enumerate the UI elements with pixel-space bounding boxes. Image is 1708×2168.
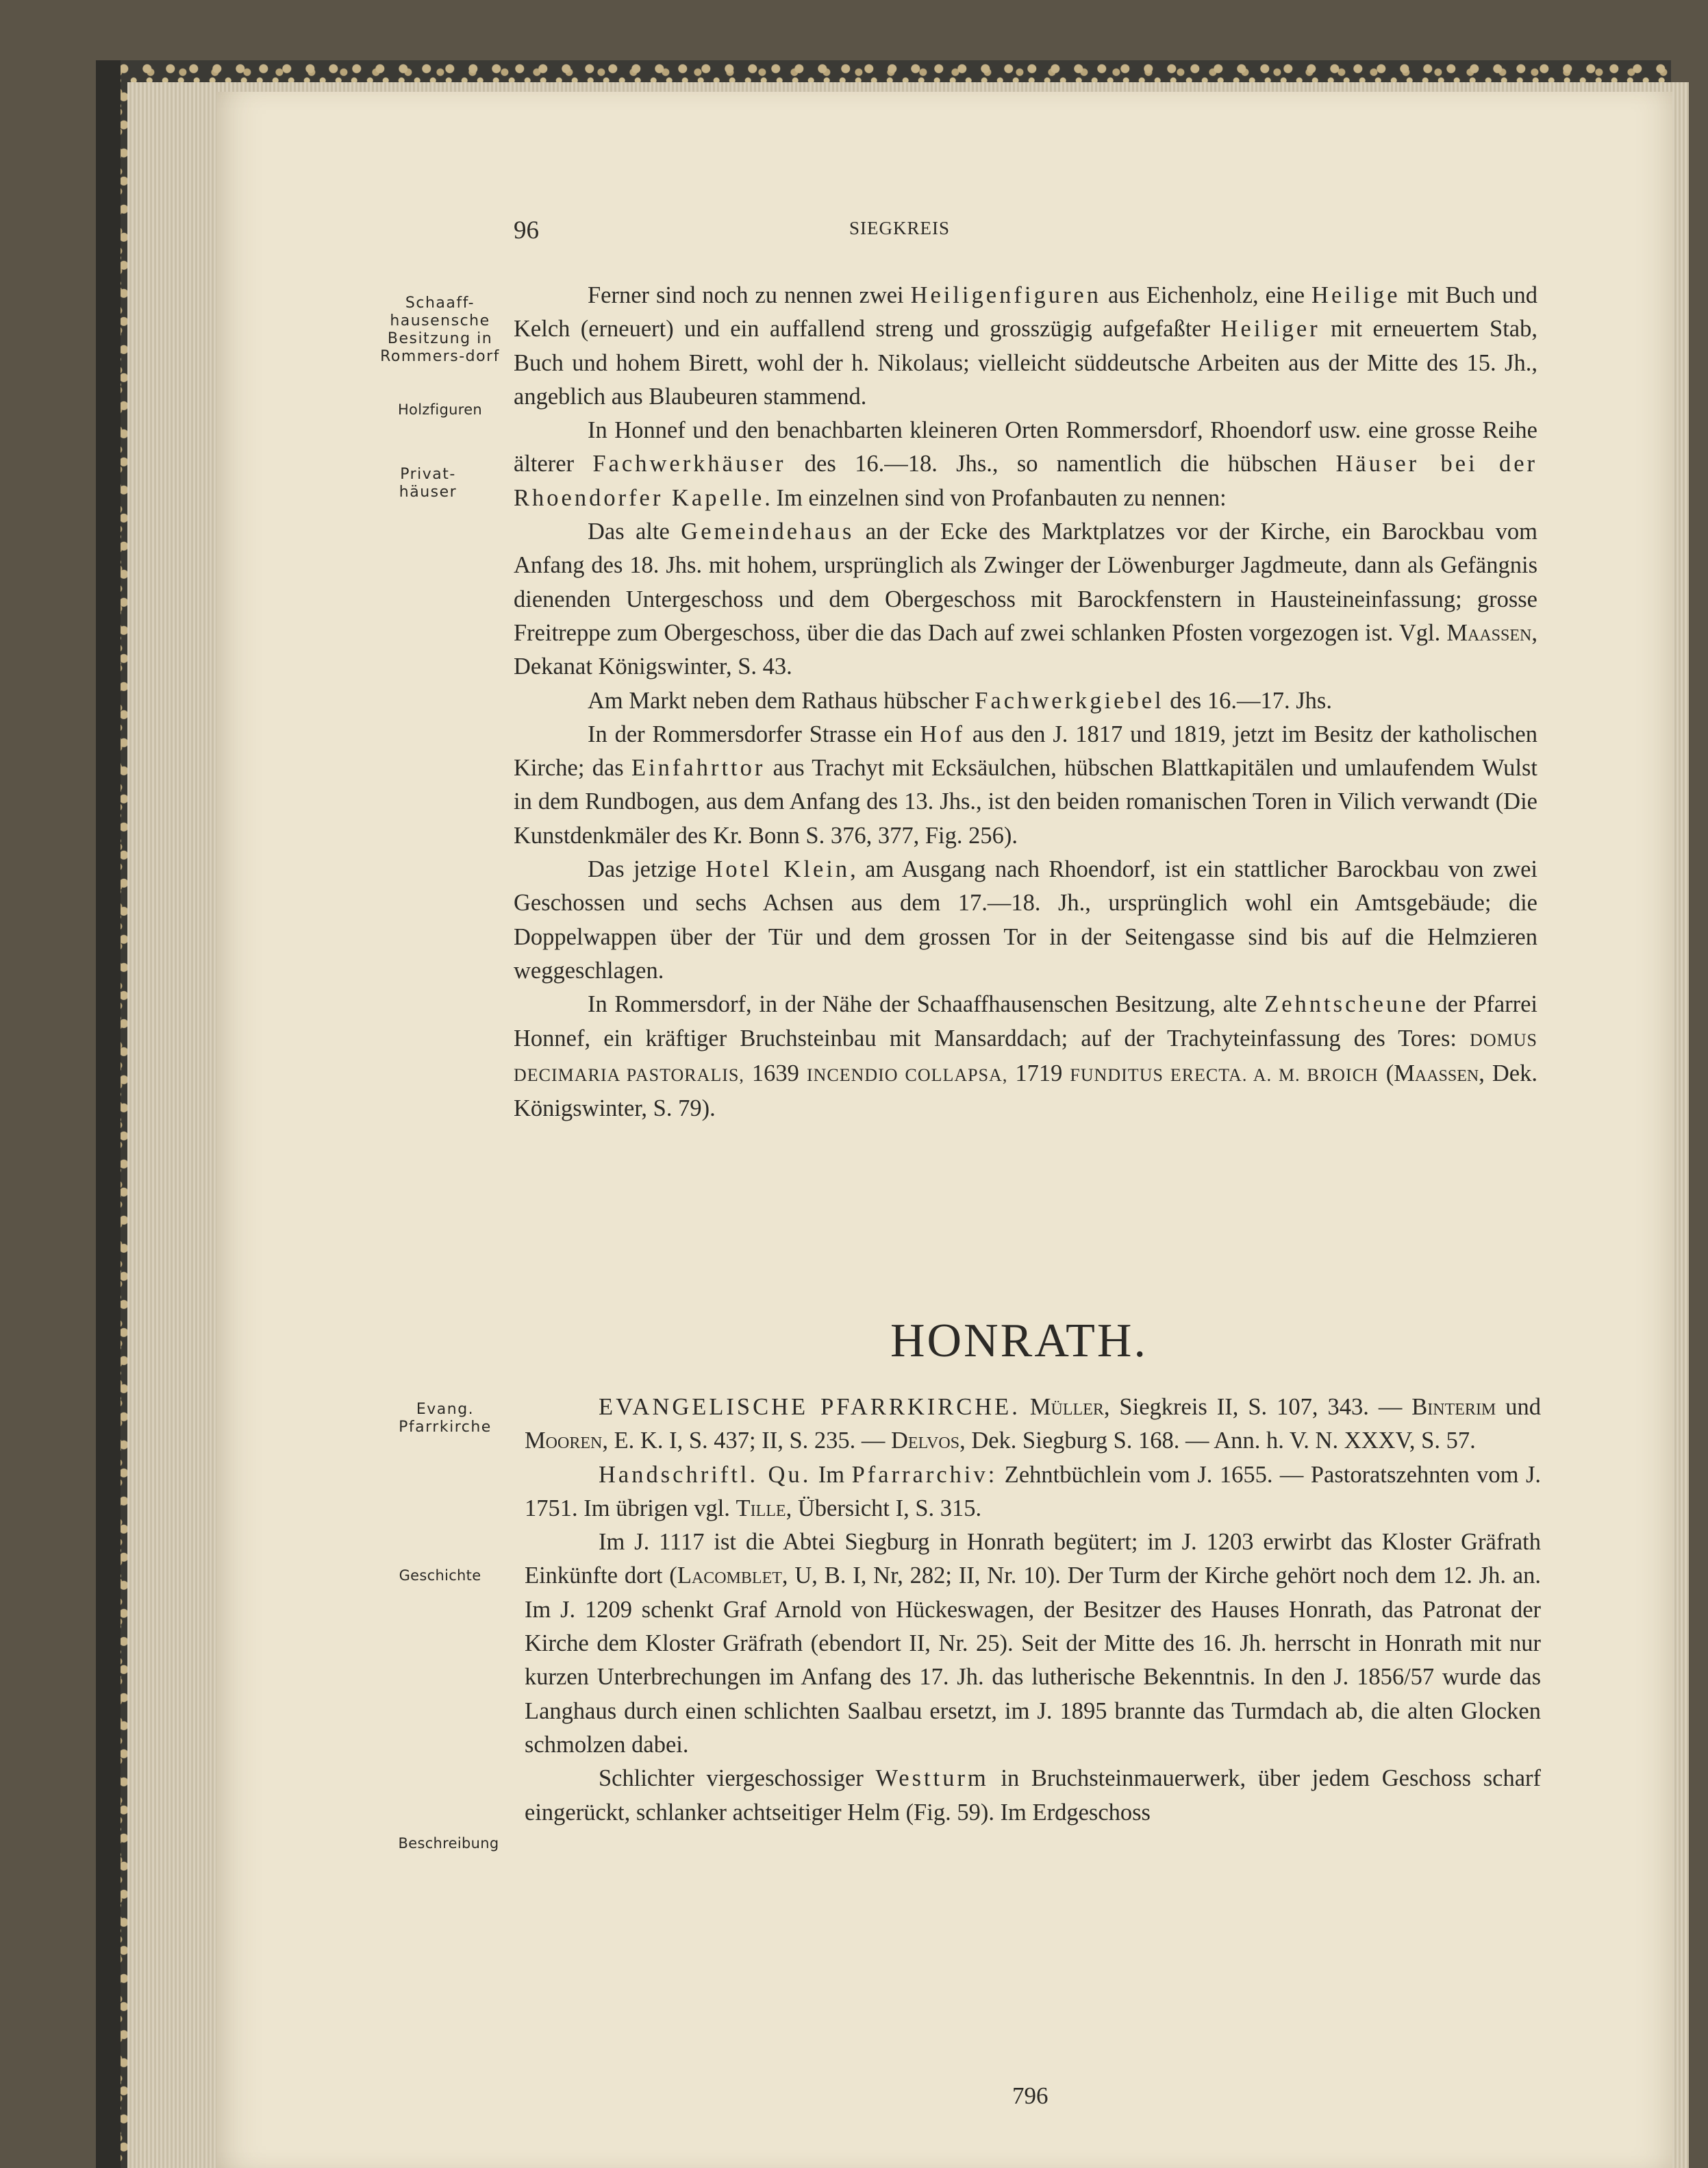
paragraph: Ferner sind noch zu nennen zwei Heiligenfiguren aus Eichenholz, eine Heilige mit Buch und Kelch (erneuert) und ein auffallend streng und grosszügig aufgefaßter Heiliger mit erneuertem Stab, Buch und hohem Birett, wohl der h. Nikolaus; vielleicht süddeutsche Arbeiten aus der Mitte des 15. Jh., angeblich aus Blaubeuren stammend.	[514, 282, 1537, 410]
paragraph: Das alte Gemeindehaus an der Ecke des Marktplatzes vor der Kirche, ein Barockbau vom Anfang des 18. Jhs. mit hohem, ursprünglich als Zwinger der Löwenburger Jagdmeute, dann als Gefängnis dienenden Untergeschoss und dem Obergeschoss mit Barockfenstern in Hausteineinfassung; grosse Freitreppe zum Obergeschoss, über die das Dach auf zwei schlanken Pfosten vorgezogen ist. Vgl. Maassen, Dekanat Königswinter, S. 43.	[514, 519, 1538, 680]
margin-note-holzfiguren: Holzfiguren	[397, 401, 483, 418]
margin-note-geschichte: Geschichte	[399, 1567, 481, 1584]
paragraph: Im J. 1117 ist die Abtei Siegburg in Honrath begütert; im J. 1203 erwirbt das Kloster Gräfrath Einkünfte dort (Lacomblet, U, B. I, Nr, 282; II, Nr. 10). Der Turm der Kirche gehört noch dem 12. Jh. an. Im J. 1209 schenkt Graf Arnold von Hückeswagen, der Besitzer des Hauses Honrath, das Patronat der Kirche dem Kloster Gräfrath (ebendort II, Nr. 25). Seit der Mitte des 16. Jh. herrscht in Honrath mit nur kurzen Unterbrechungen im Anfang des 17. Jh. das lutherische Bekenntnis. In den J. 1856/57 wurde das Langhaus durch einen schlichten Saalbau ersetzt, im J. 1895 brannte das Turmdach ab, die alten Glocken schmolzen dabei.	[525, 1529, 1541, 1758]
paragraph: EVANGELISCHE PFARRKIRCHE. Müller, Siegkreis II, S. 107, 343. — Binterim und Mooren, E. K. I, S. 437; II, S. 235. — Delvos, Dek. Siegburg S. 168. — Ann. h. V. N. XXXV, S. 57.	[525, 1394, 1541, 1454]
margin-note-beschreibung: Beschreibung	[398, 1835, 499, 1852]
paragraph: In der Rommersdorfer Strasse ein Hof aus den J. 1817 und 1819, jetzt im Besitz der katholischen Kirche; das Einfahrttor aus Trachyt mit Ecksäulchen, hübschen Blattkapitälen und umlaufendem Wulst in dem Rundbogen, aus dem Anfang des 13. Jhs., ist den beiden romanischen Toren in Vilich verwandt (Die Kunstdenkmäler des Kr. Bonn S. 376, 377, Fig. 256).	[514, 721, 1537, 849]
section-heading-honrath: HONRATH.	[890, 1314, 1148, 1367]
paragraph: Am Markt neben dem Rathaus hübscher Fachwerkgiebel des 16.—17. Jhs.	[588, 687, 1332, 714]
header-page-number: 96	[514, 216, 539, 245]
paragraph: In Honnef und den benachbarten kleineren Orten Rommersdorf, Rhoendorf usw. eine grosse Reihe älterer Fachwerkhäuser des 16.—18. Jhs., so namentlich die hübschen Häuser bei der Rhoendorfer Kapelle. Im einzelnen sind von Profanbauten zu nennen:	[514, 417, 1537, 511]
margin-note-schaaffhausen: Schaaff-hausensche Besitzung in Rommers-dorf	[380, 295, 500, 365]
paragraph: Das jetzige Hotel Klein, am Ausgang nach Rhoendorf, ist ein stattlicher Barockbau von zwei Geschossen und sechs Achsen aus dem 17.—18. Jh., ursprünglich wohl ein Amtsgebäude; die Doppelwappen über der Tür und dem grossen Tor in der Seitengasse sind bis auf die Helmzieren weggeschlagen.	[514, 856, 1537, 984]
footer-page-number: 796	[1012, 2082, 1048, 2109]
section-1-body	[514, 279, 1537, 1125]
paragraph: Handschriftl. Qu. Im Pfarrarchiv: Zehntbüchlein vom J. 1655. — Pastoratszehnten vom J. 1751. Im übrigen vgl. Tille, Übersicht I, S. 315.	[525, 1461, 1542, 1521]
margin-note-privathaeuser: Privat-häuser	[399, 466, 457, 501]
paragraph: Schlichter viergeschossiger Westturm in Bruchsteinmauerwerk, über jedem Geschoss scharf eingerückt, schlanker achtseitiger Helm (Fig. 59). Im Erdgeschoss	[525, 1765, 1541, 1826]
margin-note-evang-pfarrkirche: Evang. Pfarrkirche	[399, 1401, 492, 1436]
header-title: SIEGKREIS	[849, 218, 951, 238]
section-2-body	[525, 1391, 1541, 1830]
binding-edge	[96, 60, 121, 2168]
paragraph: In Rommersdorf, in der Nähe der Schaaffhausenschen Besitzung, alte Zehntscheune der Pfarrei Honnef, ein kräftiger Bruchsteinbau mit Mansarddach; auf der Trachyteinfassung des Tores: DOMUS DECIMARIA PASTORALIS, 1639 INCENDIO COLLAPSA, 1719 FUNDITUS ERECTA. A. M. BROICH (Maassen, Dek. Königswinter, S. 79).	[514, 991, 1538, 1122]
